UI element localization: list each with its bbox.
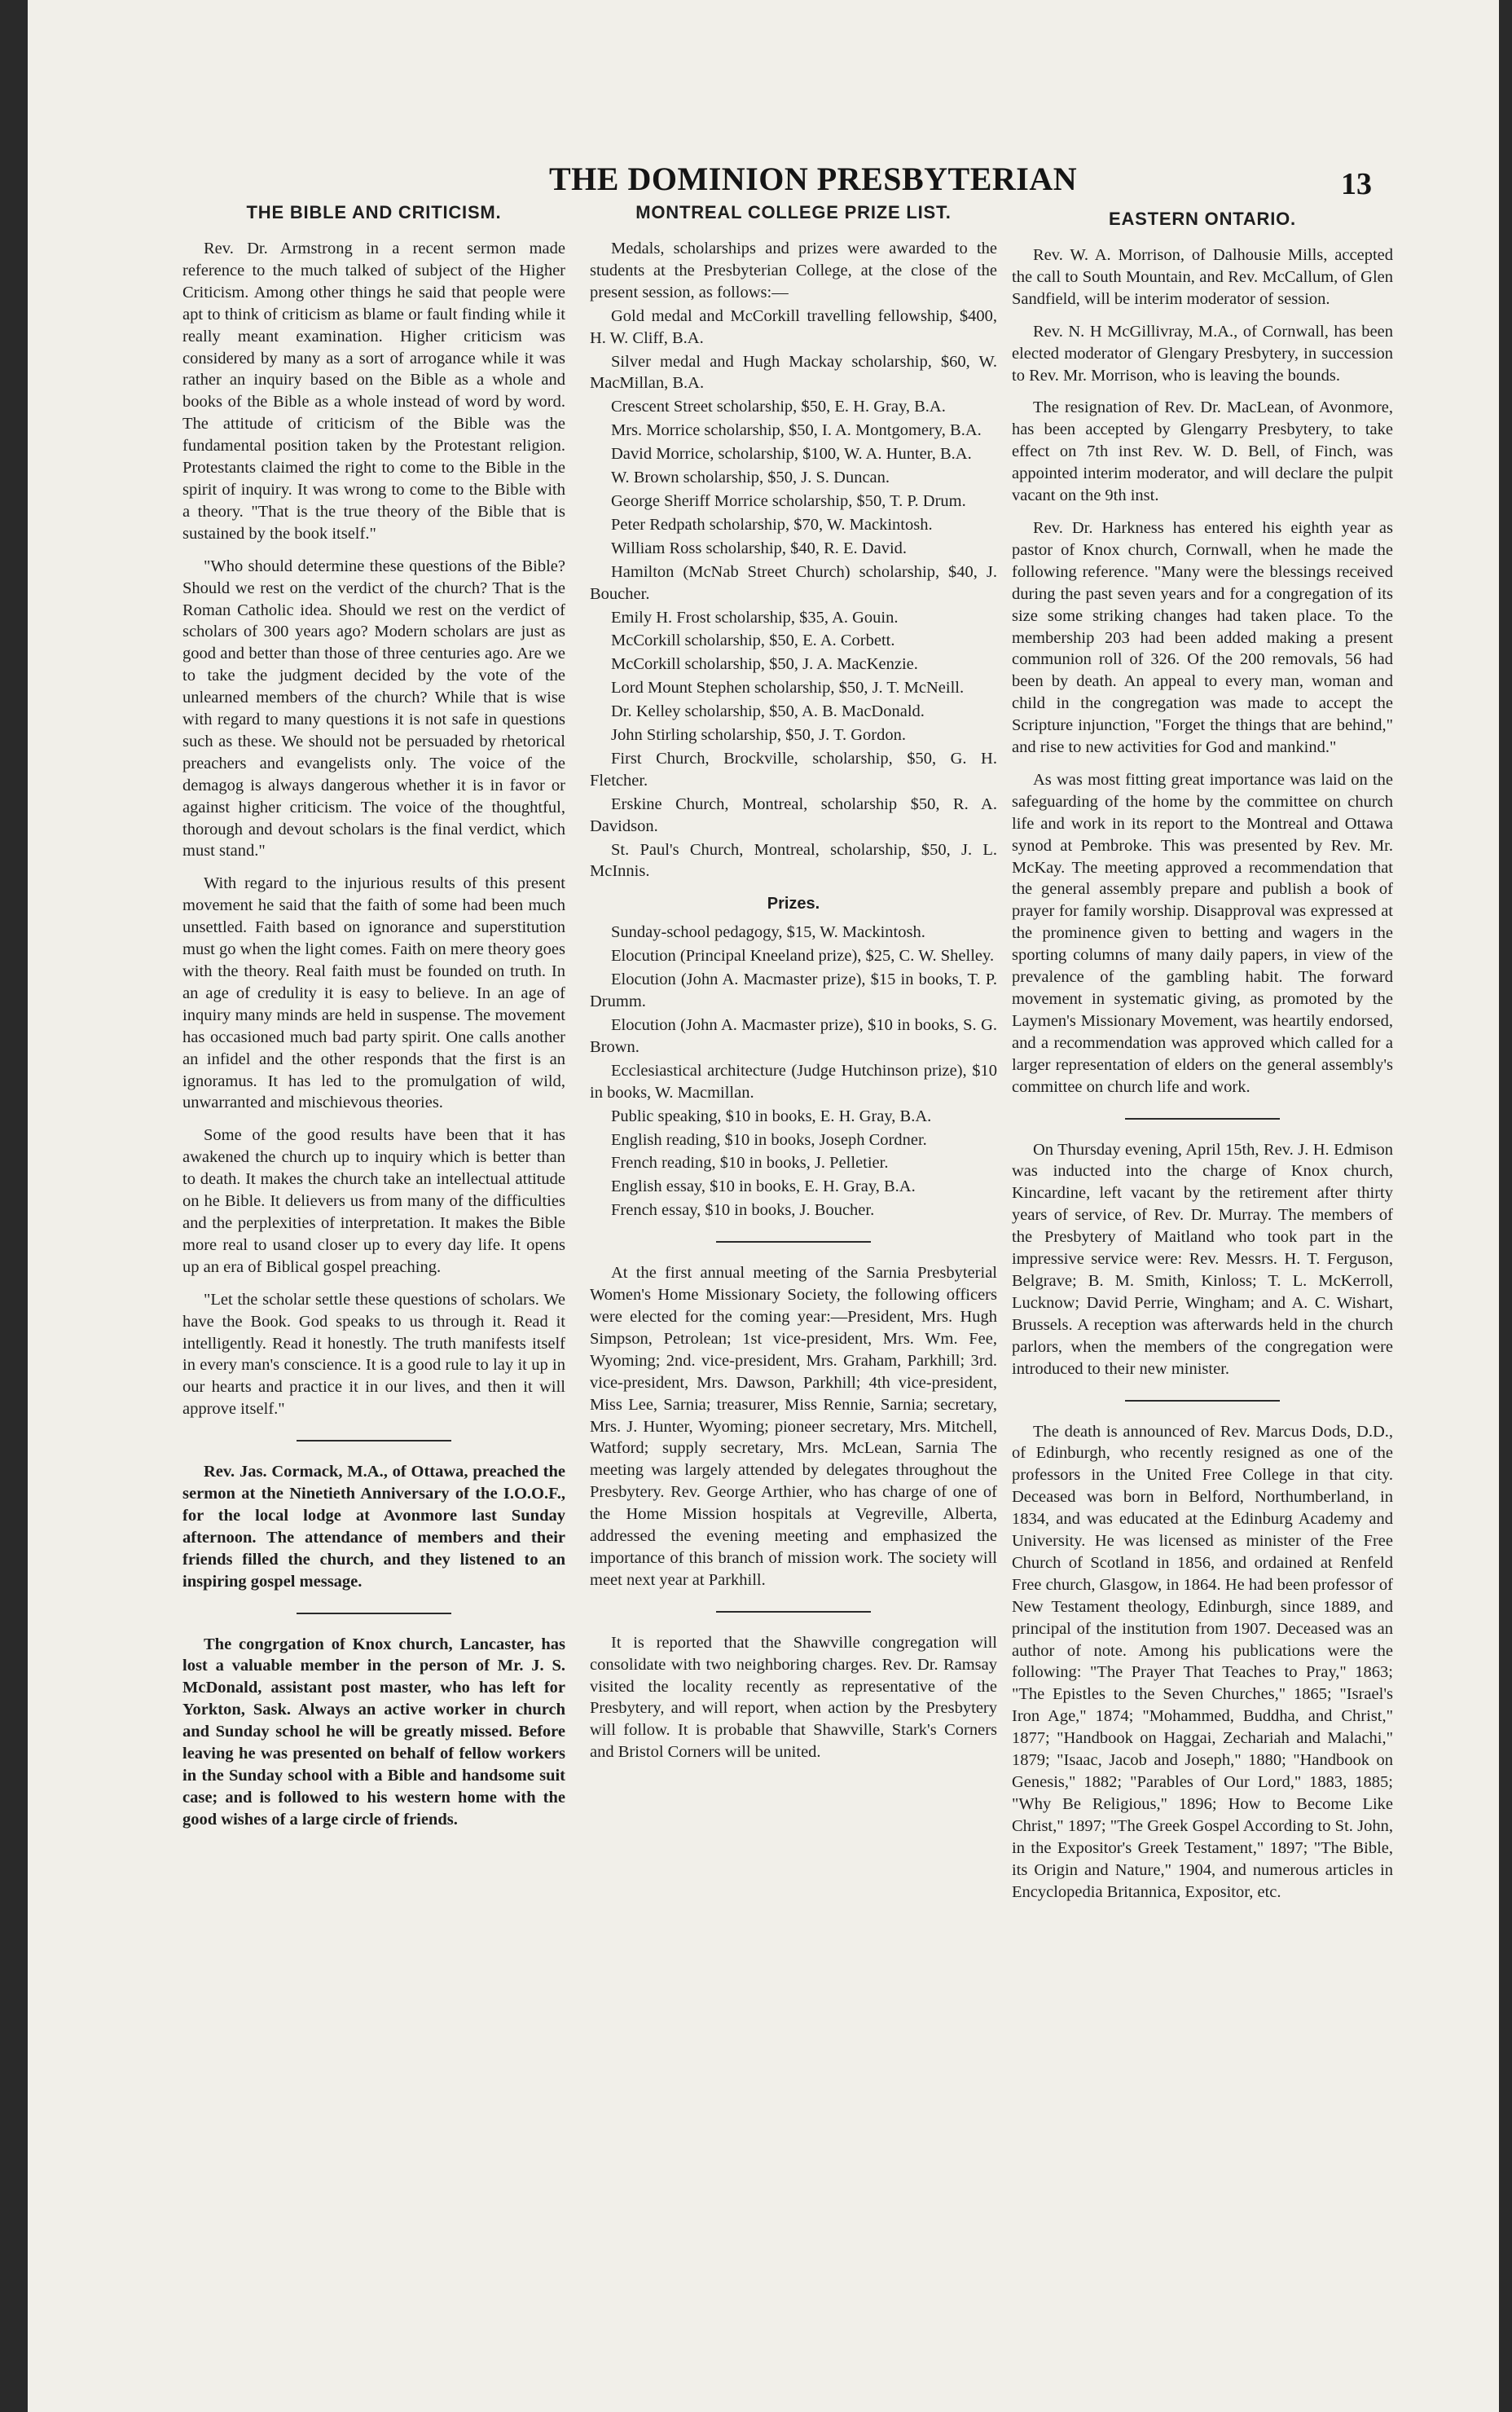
- column-divider: [716, 1241, 871, 1243]
- award-item: Crescent Street scholarship, $50, E. H. Gray, B.A.: [611, 398, 946, 416]
- column-divider: [716, 1611, 871, 1613]
- award-item: Mrs. Morrice scholarship, $50, I. A. Montgomery, B.A.: [611, 421, 982, 440]
- prize-item: Elocution (John A. Macmaster prize), $15 in books, T. P. Drumm.: [590, 971, 997, 1011]
- award-item: McCorkill scholarship, $50, J. A. MacKenzie.: [611, 655, 918, 674]
- article-heading: MONTREAL COLLEGE PRIZE LIST.: [635, 202, 952, 222]
- article-paragraph: "Let the scholar settle these questions of scholars. We have the Book. God speaks to us through it. Read it intelligently. Read it honestly. The truth manifests itself in every man's conscience. It is a good rule to lay it up in our hearts and practice it in our lives, and then it will approve itself.": [182, 1290, 565, 1419]
- award-item: David Morrice, scholarship, $100, W. A. Hunter, B.A.: [611, 445, 972, 464]
- article-paragraph: Rev. Dr. Armstrong in a recent sermon made reference to the much talked of subject of the Higher Criticism. Among other things he said that people were apt to think of criticism as blame or fault finding while it really meant examination. Higher criticism was considered by many as a sort of arrogance while it was rather an inquiry based on the Bible as a whole and books of the Bible as a whole instead of word by word. The attitude of criticism of the Bible was the fundamental position taken by the Protestant religion. Protestants claimed the right to come to the Bible in the spirit of inquiry. It was wrong to come to the Bible with a theory. "That is the true theory of the Bible that is sustained by the book itself.": [182, 240, 565, 543]
- prize-item: French essay, $10 in books, J. Boucher.: [611, 1201, 875, 1220]
- article-paragraph: Rev. Dr. Harkness has entered his eighth year as pastor of Knox church, Cornwall, when he made the following reference. "Many were the blessings received during the past seven years and for a congregation of its size some striking changes had taken place. To the membership 203 had been added making a present communion roll of 326. Of the 200 removals, 56 had been by death. An appeal to every man, woman and child in the congregation was made to accept the Scripture injunction, "Forget the things that are behind," and rise to new activities for God and mankind.": [1012, 518, 1393, 757]
- column-eastern-ontario: [1012, 202, 1393, 1913]
- award-item: Silver medal and Hugh Mackay scholarship, $60, W. MacMillan, B.A.: [590, 352, 997, 393]
- prize-item: English essay, $10 in books, E. H. Gray, B.A.: [611, 1177, 916, 1196]
- award-item: W. Brown scholarship, $50, J. S. Duncan.: [611, 469, 890, 487]
- newspaper-page: [28, 0, 1499, 2412]
- award-item: Peter Redpath scholarship, $70, W. Mackintosh.: [611, 515, 933, 534]
- prize-item: Sunday-school pedagogy, $15, W. Mackintosh.: [611, 923, 925, 942]
- masthead-title: THE DOMINION PRESBYTERIAN: [549, 161, 1078, 197]
- news-item-sarnia: At the first annual meeting of the Sarnia Presbyterial Women's Home Missionary Society, the following officers were elected for the coming year:—President, Mrs. Hugh Simpson, Petrolean; 1st vice-president, Mrs. Wm. Fee, Wyoming; 2nd. vice-president, Mrs. Graham, Parkhill; 3rd. vice-president, Mrs. Dawson, Parkhill; 4th vice-president, Miss Lee, Sarnia; treasurer, Miss Rennie, Sarnia; secretary, Mrs. J. Hunter, Wyoming; pioneer secretary, Mrs. Mitchell, Watford; supply secretary, Mrs. McLean, Sarnia The meeting was largely attended by delegates throughout the Presbytery. Rev. George Arthier, who has charge of one of the Home Mission hospitals at Vegreville, Alberta, addressed the evening meeting and emphasized the importance of this branch of mission work. The society will meet next year at Parkhill.: [590, 1264, 997, 1589]
- article-heading: THE BIBLE AND CRITICISM.: [246, 202, 502, 222]
- award-item: Dr. Kelley scholarship, $50, A. B. MacDonald.: [611, 702, 925, 721]
- news-item-knox-lancaster: The congrgation of Knox church, Lancaster, has lost a valuable member in the person of Mr. J. S. McDonald, assistant post master, who has left for Yorkton, Sask. Always an active worker in church and Sunday school he will be greatly missed. Before leaving he was presented on behalf of fellow workers in the Sunday school with a Bible and handsome suit case; and is followed to his western home with the good wishes of a large circle of friends.: [182, 1635, 565, 1829]
- prize-item: Public speaking, $10 in books, E. H. Gray, B.A.: [611, 1107, 932, 1125]
- award-item: John Stirling scholarship, $50, J. T. Gordon.: [611, 726, 906, 745]
- news-item-shawville: It is reported that the Shawville congregation will consolidate with two neighboring charges. Rev. Dr. Ramsay visited the locality recently as representative of the Presbytery, and will report, when action by the Presbytery will follow. It is probable that Shawville, Stark's Corners and Bristol Corners will be united.: [590, 1633, 997, 1762]
- column-divider: [297, 1613, 451, 1614]
- award-item: George Sheriff Morrice scholarship, $50, T. P. Drum.: [611, 491, 966, 510]
- prize-item: Ecclesiastical architecture (Judge Hutchinson prize), $10 in books, W. Macmillan.: [590, 1061, 997, 1102]
- award-item: William Ross scholarship, $40, R. E. David.: [611, 539, 908, 557]
- prize-item: Elocution (John A. Macmaster prize), $10 in books, S. G. Brown.: [590, 1016, 997, 1056]
- article-heading: EASTERN ONTARIO.: [1109, 209, 1296, 229]
- prizes-subheading: Prizes.: [767, 895, 820, 913]
- award-item: Lord Mount Stephen scholarship, $50, J. T. McNeill.: [611, 679, 965, 698]
- column-divider: [1125, 1118, 1280, 1120]
- article-paragraph: The resignation of Rev. Dr. MacLean, of Avonmore, has been accepted by Glengarry Presbytery, to take effect on 7th inst Rev. W. D. Bell, of Finch, was appointed interim moderator, and will declare the pulpit vacant on the 9th inst.: [1012, 398, 1393, 505]
- article-paragraph: With regard to the injurious results of this present movement he said that the faith of some had been much unsettled. Faith based on ignorance and superstitution must go when the light comes. Faith on mere theory goes with the theory. Real faith must be founded on truth. In an age of credulity it is easy to believe. In an age of inquiry many minds are held in suspense. The movement has occasioned much bad party spirit. One calls another an infidel and the other responds that the first is an ignoramus. It has led to the promulgation of wild, unwarranted and mischievous theories.: [182, 874, 565, 1112]
- award-item: Gold medal and McCorkill travelling fellowship, $400, H. W. Cliff, B.A.: [590, 306, 997, 347]
- prize-list-intro: Medals, scholarships and prizes were awarded to the students at the Presbyterian College, at the close of the present session, as follows:—: [590, 240, 997, 302]
- article-paragraph: As was most fitting great importance was laid on the safeguarding of the home by the committee on church life and work in its report to the Montreal and Ottawa synod at Pembroke. This was presented by Rev. Mr. McKay. The meeting approved a recommendation that the general assembly prepare and publish a book of prayer for family worship. Disapproval was expressed at the prominence given to betting and wagers in the sporting columns of many daily papers, in view of the prevalence of the gambling habit. The forward movement in systematic giving, as promoted by the Laymen's Missionary Movement, was heartily endorsed, and a recommendation was approved which called for a larger representation of elders on the general assembly's committee on church life and work.: [1012, 770, 1393, 1096]
- award-item: Emily H. Frost scholarship, $35, A. Gouin.: [611, 608, 899, 627]
- award-item: Erskine Church, Montreal, scholarship $50, R. A. Davidson.: [590, 794, 997, 835]
- news-item-dods: The death is announced of Rev. Marcus Dods, D.D., of Edinburgh, who recently resigned as one of the professors in the United Free College in that city. Deceased was born in Belford, Northumberland, in 1834, and was educated at the Edinburg Academy and University. He was licensed as minister of the Free Church of Scotland in 1856, and ordained at Renfeld Free church, Glasgow, in 1864. He had been professor of New Testament theology, Edinburgh, since 1889, and principal of the institution from 1907. Deceased was an author of note. Among his publications were the following: "The Prayer That Teaches to Pray," 1863; "The Epistles to the Seven Churches," 1865; "Israel's Iron Age," 1874; "Mohammed, Buddha, and Christ," 1877; "Handbook on Haggai, Zechariah and Malachi," 1879; "Isaac, Jacob and Joseph," 1880; "Handbook on Genesis," 1882; "Parables of Our Lord," 1883, 1885; "Why Be Religious," 1896; How to Become Like Christ," 1897; "The Greek Gospel According to St. John, in the Expositor's Greek Testament," 1897; "The Bible, its Origin and Nature," 1904, and numerous articles in Encyclopedia Britannica, Expositor, etc.: [1012, 1422, 1393, 1901]
- prize-item: French reading, $10 in books, J. Pelletier.: [611, 1154, 889, 1173]
- column-bible-and-criticism: [182, 202, 565, 1842]
- article-paragraph: Rev. N. H McGillivray, M.A., of Cornwall, has been elected moderator of Glengary Presbytery, in succession to Rev. Mr. Morrison, who is leaving the bounds.: [1012, 322, 1393, 385]
- prize-item: Elocution (Principal Kneeland prize), $25, C. W. Shelley.: [611, 947, 995, 966]
- column-montreal-college: [590, 202, 997, 1774]
- award-item: Hamilton (McNab Street Church) scholarship, $40, J. Boucher.: [590, 562, 997, 603]
- article-paragraph: "Who should determine these questions of the Bible? Should we rest on the verdict of the church? That is the Roman Catholic idea. Should we rest on the verdict of scholars of 300 years ago? Modern scholars are just as good and better than those of three centuries ago. Are we to take the judgment decided by the vote of the unlearned members of the church? While that is wise with regard to many questions it is not safe in questions such as these. We should not be persuaded by rhetorical preachers and evangelists only. The voice of the demagog is always dangerous whether it is in favor or against higher criticism. The voice of the thoughtful, thorough and devout scholars is the final verdict, which must stand.": [182, 557, 565, 860]
- column-divider: [297, 1440, 451, 1441]
- news-item-edmison: On Thursday evening, April 15th, Rev. J. H. Edmison was inducted into the charge of Knox church, Kincardine, left vacant by the retirement after thirty years of service, of Rev. Dr. Murray. The members of the Presbytery of Maitland who took part in the impressive service were: Rev. Messrs. H. T. Ferguson, Belgrave; B. M. Smith, Kinloss; T. L. McKerroll, Lucknow; David Perrie, Wingham; and A. C. Wishart, Brussels. A reception was afterwards held in the church parlors, when the members of the congregation were introduced to their new minister.: [1012, 1140, 1393, 1378]
- prize-item: English reading, $10 in books, Joseph Cordner.: [611, 1130, 927, 1149]
- column-divider: [1125, 1400, 1280, 1402]
- article-paragraph: Some of the good results have been that it has awakened the church up to inquiry which is better than to death. It makes the church take an intellectual attitude on he Bible. It delievers us from many of the difficulties and the perplexities of interpretation. It makes the Bible more real to usand closer up to every day life. It opens up an era of Biblical gospel preaching.: [182, 1126, 565, 1276]
- article-paragraph: Rev. W. A. Morrison, of Dalhousie Mills, accepted the call to South Mountain, and Rev. McCallum, of Glen Sandfield, will be interim moderator of session.: [1012, 246, 1393, 308]
- award-item: McCorkill scholarship, $50, E. A. Corbett.: [611, 632, 895, 650]
- news-item-cormack: Rev. Jas. Cormack, M.A., of Ottawa, preached the sermon at the Ninetieth Anniversary of the I.O.O.F., for the local lodge at Avonmore last Sunday afternoon. The attendance of members and their friends filled the church, and they listened to an inspiring gospel message.: [182, 1463, 565, 1591]
- award-item: St. Paul's Church, Montreal, scholarship, $50, J. L. McInnis.: [590, 840, 997, 881]
- award-item: First Church, Brockville, scholarship, $50, G. H. Fletcher.: [590, 749, 997, 790]
- page-number: 13: [1341, 167, 1372, 201]
